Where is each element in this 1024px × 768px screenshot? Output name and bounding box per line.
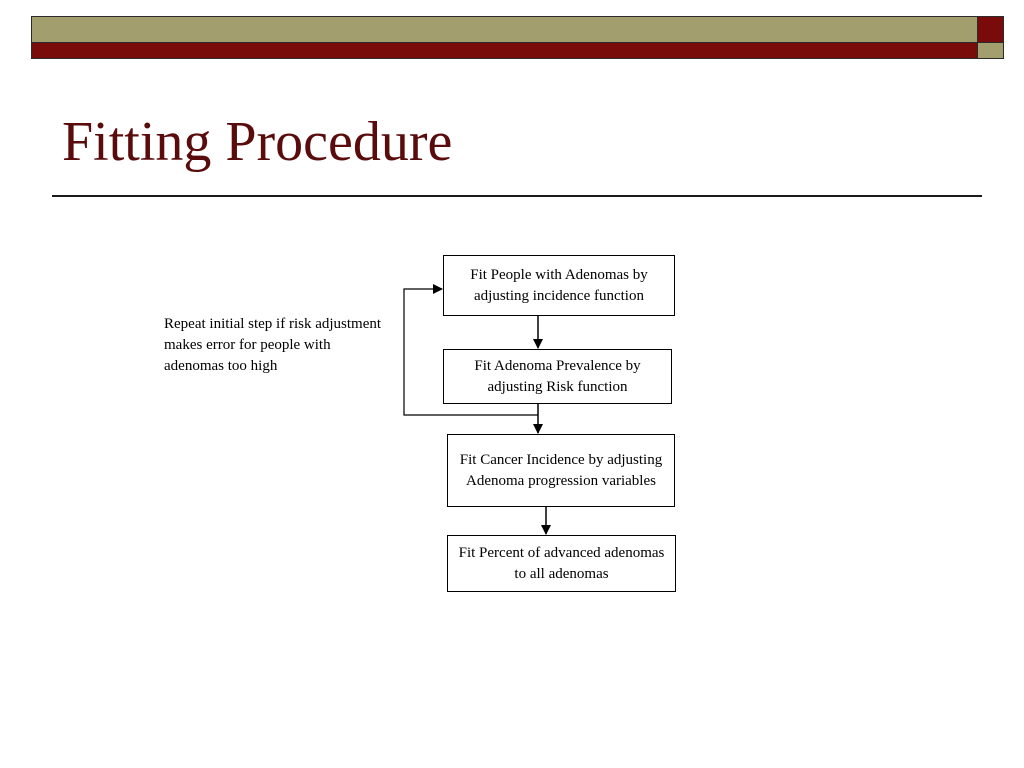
flow-step-2-label: Fit Adenoma Prevalence by adjusting Risk function [474, 357, 641, 395]
flow-step-1 [443, 255, 675, 316]
flow-step-4 [447, 535, 676, 592]
flow-step-1-label: Fit People with Adenomas by adjusting incidence function [470, 266, 648, 304]
flow-step-2 [443, 349, 672, 404]
loop-note: Repeat initial step if risk adjustment makes error for people with adenomas too high [164, 316, 382, 374]
flow-step-4-label: Fit Percent of advanced adenomas to all adenomas [458, 544, 665, 582]
slide-title: Fitting Procedure [62, 111, 453, 173]
flow-step-3 [447, 434, 675, 507]
flow-step-3-label: Fit Cancer Incidence by adjusting Adenoma progression variables [459, 451, 663, 489]
